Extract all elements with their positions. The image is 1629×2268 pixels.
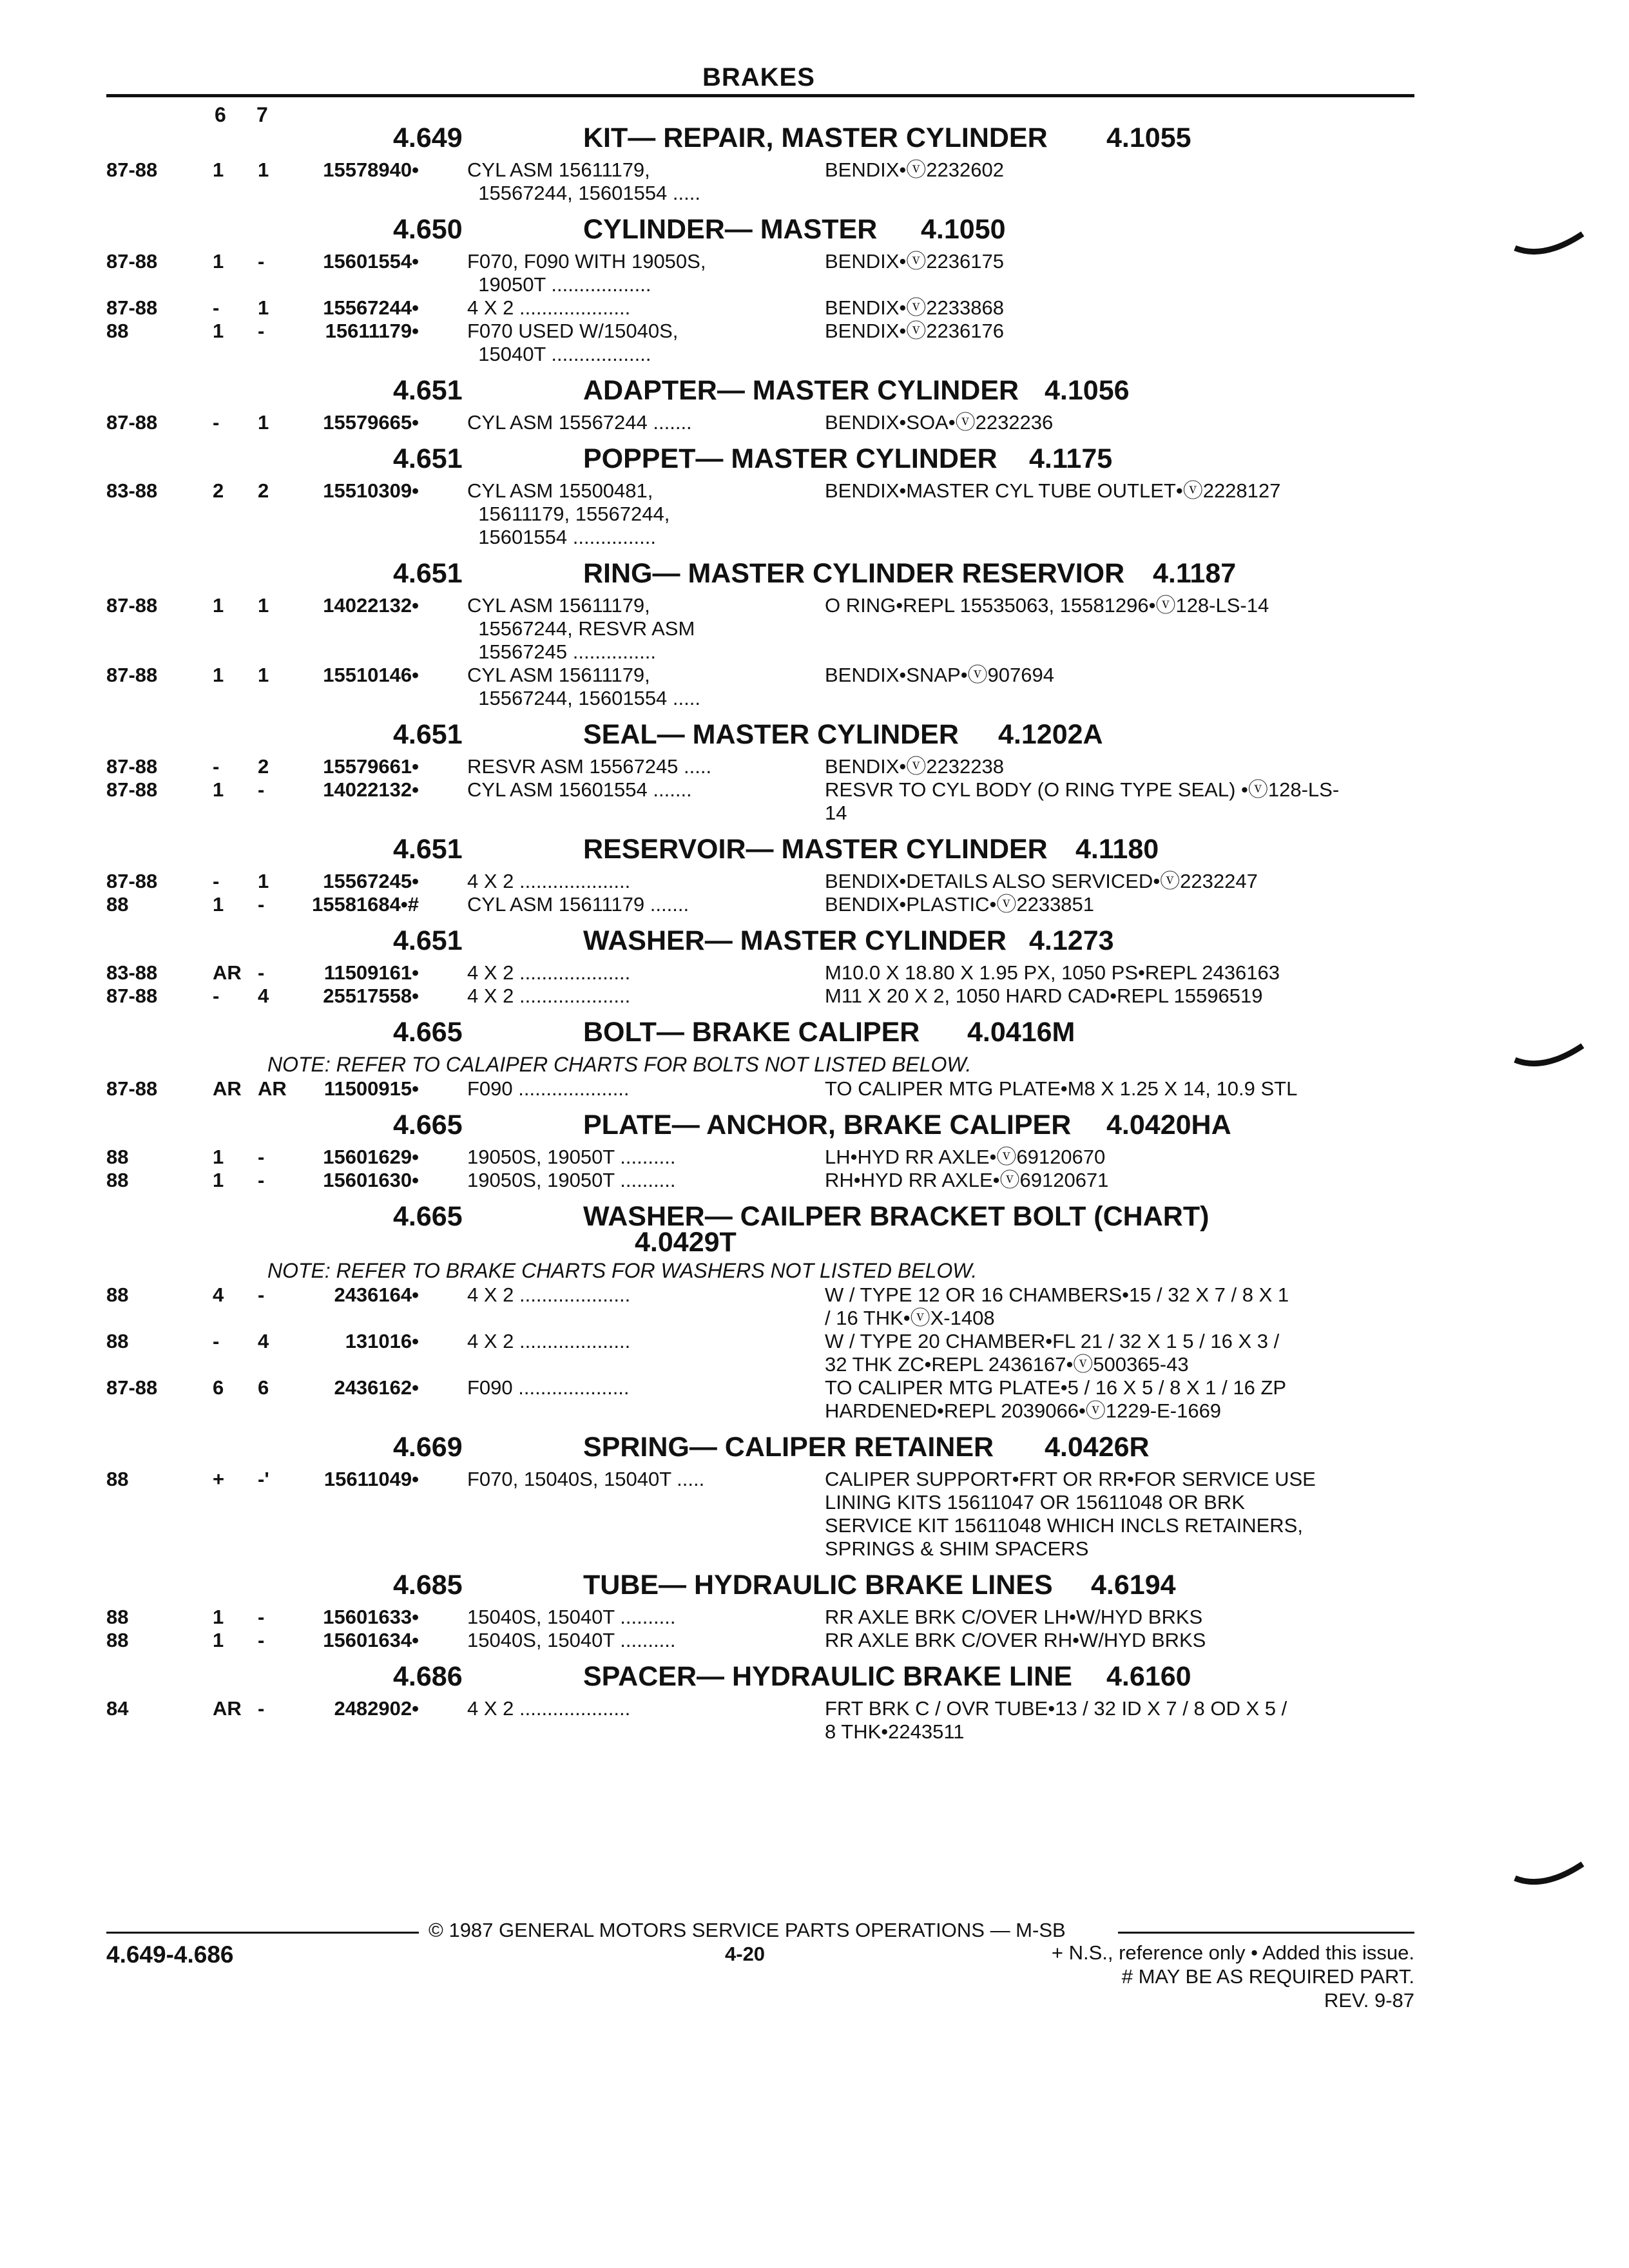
qty-col-7: - [258,1629,265,1651]
usage-text: CYL ASM 15611179, 15567244, 15601554 ..... [467,664,700,709]
usage-text: CYL ASM 15601554 ....... [467,778,692,801]
usage-text: 19050S, 19050T .......... [467,1169,676,1191]
section-reference: 4.0429T [635,1227,737,1258]
part-number: 25517558• [323,985,419,1007]
section-title: SPACER— HYDRAULIC BRAKE LINE [583,1661,1072,1692]
model-years: 88 [106,1146,129,1168]
section-title: KIT— REPAIR, MASTER CYLINDER [583,122,1048,153]
section-heading [0,558,1629,590]
model-years: 87-88 [106,1376,158,1399]
page-number: 4-20 [725,1943,766,1965]
qty-col-6: 1 [213,893,224,916]
usage-text: F070 USED W/15040S, 15040T .................. [467,320,679,365]
qty-col-7: 1 [258,159,269,181]
description-text: BENDIX•ⓥ2232602 [825,159,1004,181]
part-number: 11509161• [323,961,419,984]
section-number: 4.686 [393,1661,463,1692]
section-number: 4.665 [393,1201,463,1232]
description-text: BENDIX•ⓥ2236175 [825,250,1004,273]
part-number: 15578940• [323,159,419,181]
qty-col-7: 1 [258,870,269,892]
part-number: 15611049• [323,1468,419,1490]
qty-col-7: - [258,250,265,273]
section-number: 4.651 [393,925,463,956]
model-years: 88 [106,1606,129,1628]
section-title: BOLT— BRAKE CALIPER [583,1017,920,1048]
model-years: 83-88 [106,479,158,502]
model-years: 87-88 [106,296,158,319]
model-years: 88 [106,320,129,342]
section-reference: 4.1202A [998,719,1103,750]
section-title: WASHER— MASTER CYLINDER [583,925,1007,956]
part-number: 15601554• [323,250,419,273]
part-number: 15601630• [323,1169,419,1191]
description-text: W / TYPE 12 OR 16 CHAMBERS•15 / 32 X 7 / 8 X 1 / 16 THK•ⓥX-1408 [825,1283,1289,1329]
qty-col-7: - [258,1283,265,1306]
qty-col-6: 1 [213,250,224,273]
section-number: 4.651 [393,375,463,406]
section-reference: 4.1050 [921,214,1006,245]
description-text: CALIPER SUPPORT•FRT OR RR•FOR SERVICE USE LINING KITS 15611047 OR 15611048 OR BRK SERVICE KIT 15611048 WHICH INCLS RETAINERS, SPRINGS & SHIM SPACERS [825,1468,1316,1560]
qty-col-7: 1 [258,411,269,434]
model-years: 87-88 [106,411,158,434]
description-text: RH•HYD RR AXLE•ⓥ69120671 [825,1169,1109,1191]
model-years: 87-88 [106,594,158,617]
qty-col-6: 1 [213,664,224,686]
section-title: RESERVOIR— MASTER CYLINDER [583,834,1048,865]
usage-text: 4 X 2 .................... [467,961,631,984]
qty-col-6: - [213,870,220,892]
part-number: 15601629• [323,1146,419,1168]
qty-col-6: 1 [213,778,224,801]
page-title: BRAKES [702,63,815,91]
usage-text: 19050S, 19050T .......... [467,1146,676,1168]
section-title: CYLINDER— MASTER [583,214,878,245]
part-number: 14022132• [323,594,419,617]
qty-column-7-heading: 7 [256,103,268,126]
usage-text: CYL ASM 15611179, 15567244, 15601554 ..... [467,159,700,204]
section-number: 4.651 [393,443,463,474]
model-years: 87-88 [106,664,158,686]
qty-col-7: - [258,1697,265,1720]
usage-text: 15040S, 15040T .......... [467,1606,676,1628]
qty-col-7: 1 [258,594,269,617]
qty-col-6: - [213,985,220,1007]
section-heading [0,1570,1629,1602]
header-rule [106,94,1414,97]
qty-col-7: 2 [258,755,269,778]
qty-col-6: 1 [213,1146,224,1168]
qty-col-7: - [258,893,265,916]
check-mark-icon [1512,1041,1589,1073]
legend-line-2: # MAY BE AS REQUIRED PART. [1121,1965,1414,1988]
description-text: BENDIX•SNAP•ⓥ907694 [825,664,1054,686]
description-text: O RING•REPL 15535063, 15581296•ⓥ128-LS-14 [825,594,1269,617]
usage-text: F090 .................... [467,1376,630,1399]
section-heading [0,719,1629,751]
section-reference: 4.0420HA [1106,1110,1231,1140]
section-reference: 4.1175 [1029,443,1113,474]
model-years: 87-88 [106,1077,158,1100]
section-title: ADAPTER— MASTER CYLINDER [583,375,1019,406]
copyright-text: © 1987 GENERAL MOTORS SERVICE PARTS OPERATIONS — M-SB [429,1919,1066,1941]
qty-col-6: - [213,755,220,778]
qty-col-6: 1 [213,320,224,342]
revision-date: REV. 9-87 [1324,1989,1414,2012]
section-reference: 4.0426R [1045,1432,1150,1463]
section-reference: 4.1273 [1029,925,1114,956]
part-number: 15601634• [323,1629,419,1651]
usage-text: CYL ASM 15500481, 15611179, 15567244, 15601554 ............... [467,479,670,548]
description-text: BENDIX•SOA•ⓥ2232236 [825,411,1054,434]
section-number: 4.649 [393,122,463,153]
section-heading [0,443,1629,476]
section-heading [0,375,1629,407]
qty-col-6: - [213,1330,220,1352]
model-years: 87-88 [106,159,158,181]
description-text: BENDIX•ⓥ2232238 [825,755,1004,778]
model-years: 84 [106,1697,129,1720]
part-number: 15567245• [323,870,419,892]
part-number: 2482902• [334,1697,419,1720]
qty-col-6: 6 [213,1376,224,1399]
part-number: 15579665• [323,411,419,434]
footer-rule-right [1118,1932,1414,1934]
part-number: 131016• [345,1330,419,1352]
model-years: 88 [106,893,129,916]
description-text: W / TYPE 20 CHAMBER•FL 21 / 32 X 1 5 / 16 X 3 / 32 THK ZC•REPL 2436167•ⓥ500365-43 [825,1330,1280,1376]
description-text: BENDIX•MASTER CYL TUBE OUTLET•ⓥ2228127 [825,479,1281,502]
qty-col-6: 2 [213,479,224,502]
usage-text: 4 X 2 .................... [467,1330,631,1352]
usage-text: 4 X 2 .................... [467,985,631,1007]
section-reference: 4.6194 [1091,1570,1176,1600]
qty-col-7: 1 [258,296,269,319]
usage-text: 4 X 2 .................... [467,296,631,319]
qty-col-7: -' [258,1468,269,1490]
description-text: FRT BRK C / OVR TUBE•13 / 32 ID X 7 / 8 OD X 5 / 8 THK•2243511 [825,1697,1287,1743]
qty-col-7: 4 [258,1330,269,1352]
usage-text: CYL ASM 15611179, 15567244, RESVR ASM 15567245 ............... [467,594,695,663]
qty-col-6: + [213,1468,225,1490]
qty-col-7: - [258,778,265,801]
section-heading [0,1017,1629,1049]
model-years: 88 [106,1330,129,1352]
section-note: NOTE: REFER TO BRAKE CHARTS FOR WASHERS NOT LISTED BELOW. [267,1259,978,1282]
qty-column-6-heading: 6 [215,103,226,126]
section-title: WASHER— CAILPER BRACKET BOLT (CHART) [583,1201,1210,1232]
model-years: 87-88 [106,985,158,1007]
legend-line-1: + N.S., reference only • Added this issue. [1051,1941,1414,1964]
section-number: 4.665 [393,1110,463,1140]
section-number: 4.650 [393,214,463,245]
qty-col-6: 1 [213,1629,224,1651]
usage-text: CYL ASM 15567244 ....... [467,411,692,434]
model-years: 88 [106,1169,129,1191]
usage-text: 4 X 2 .................... [467,1697,631,1720]
description-text: TO CALIPER MTG PLATE•5 / 16 X 5 / 8 X 1 / 16 ZP HARDENED•REPL 2039066•ⓥ1229-E-1669 [825,1376,1287,1422]
usage-text: F070, 15040S, 15040T ..... [467,1468,705,1490]
model-years: 87-88 [106,870,158,892]
section-reference: 4.0416M [967,1017,1075,1048]
part-number: 2436164• [334,1283,419,1306]
section-title: TUBE— HYDRAULIC BRAKE LINES [583,1570,1053,1600]
section-reference: 4.1180 [1075,834,1159,865]
qty-col-6: 1 [213,159,224,181]
qty-col-7: - [258,961,265,984]
check-mark-icon [1512,229,1589,261]
description-text: BENDIX•ⓥ2233868 [825,296,1004,319]
part-number: 15579661• [323,755,419,778]
model-years: 88 [106,1468,129,1490]
section-number: 4.651 [393,834,463,865]
qty-col-7: - [258,320,265,342]
check-mark-icon [1512,1859,1589,1891]
qty-col-6: - [213,411,220,434]
model-years: 83-88 [106,961,158,984]
section-heading [0,1661,1629,1693]
qty-col-7: 2 [258,479,269,502]
section-number: 4.665 [393,1017,463,1048]
section-heading [0,1201,1629,1258]
section-number: 4.685 [393,1570,463,1600]
page-range: 4.649-4.686 [106,1941,234,1968]
qty-col-6: AR [213,1077,242,1100]
model-years: 88 [106,1629,129,1651]
section-title: SEAL— MASTER CYLINDER [583,719,959,750]
qty-col-7: - [258,1606,265,1628]
usage-text: F090 .................... [467,1077,630,1100]
part-number: 15611179• [325,320,419,342]
section-number: 4.651 [393,719,463,750]
section-title: PLATE— ANCHOR, BRAKE CALIPER [583,1110,1072,1140]
usage-text: CYL ASM 15611179 ....... [467,893,689,916]
description-text: RR AXLE BRK C/OVER RH•W/HYD BRKS [825,1629,1206,1651]
description-text: BENDIX•DETAILS ALSO SERVICED•ⓥ2232247 [825,870,1258,892]
qty-col-7: 4 [258,985,269,1007]
description-text: M11 X 20 X 2, 1050 HARD CAD•REPL 15596519 [825,985,1263,1007]
section-title: RING— MASTER CYLINDER RESERVIOR [583,558,1125,589]
qty-col-6: 1 [213,1606,224,1628]
model-years: 87-88 [106,755,158,778]
description-text: M10.0 X 18.80 X 1.95 PX, 1050 PS•REPL 2436163 [825,961,1280,984]
section-heading [0,122,1629,155]
qty-col-6: AR [213,961,242,984]
usage-text: 4 X 2 .................... [467,870,631,892]
section-number: 4.651 [393,558,463,589]
footer-rule-left [106,1932,419,1934]
section-note: NOTE: REFER TO CALAIPER CHARTS FOR BOLTS NOT LISTED BELOW. [267,1053,972,1076]
qty-col-7: - [258,1146,265,1168]
model-years: 87-88 [106,250,158,273]
description-text: RESVR TO CYL BODY (O RING TYPE SEAL) •ⓥ128-LS- 14 [825,778,1340,824]
usage-text: F070, F090 WITH 19050S, 19050T .................. [467,250,706,296]
description-text: BENDIX•PLASTIC•ⓥ2233851 [825,893,1095,916]
part-number: 14022132• [323,778,419,801]
model-years: 88 [106,1283,129,1306]
qty-col-7: 1 [258,664,269,686]
description-text: BENDIX•ⓥ2236176 [825,320,1004,342]
qty-col-7: - [258,1169,265,1191]
section-heading [0,214,1629,246]
part-number: 15567244• [323,296,419,319]
description-text: TO CALIPER MTG PLATE•M8 X 1.25 X 14, 10.9 STL [825,1077,1298,1100]
section-title: SPRING— CALIPER RETAINER [583,1432,994,1463]
qty-col-7: 6 [258,1376,269,1399]
section-heading [0,1110,1629,1142]
qty-col-6: 1 [213,1169,224,1191]
section-reference: 4.1187 [1153,558,1237,589]
section-heading [0,1432,1629,1464]
part-number: 11500915• [323,1077,419,1100]
qty-col-7: AR [258,1077,287,1100]
section-heading [0,834,1629,866]
section-reference: 4.1056 [1045,375,1130,406]
section-reference: 4.6160 [1106,1661,1191,1692]
qty-col-6: - [213,296,220,319]
qty-col-6: AR [213,1697,242,1720]
qty-col-6: 4 [213,1283,224,1306]
qty-col-6: 1 [213,594,224,617]
part-number: 2436162• [334,1376,419,1399]
part-number: 15601633• [323,1606,419,1628]
description-text: RR AXLE BRK C/OVER LH•W/HYD BRKS [825,1606,1203,1628]
usage-text: 4 X 2 .................... [467,1283,631,1306]
section-heading [0,925,1629,957]
description-text: LH•HYD RR AXLE•ⓥ69120670 [825,1146,1106,1168]
part-number: 15510146• [323,664,419,686]
part-number: 15510309• [323,479,419,502]
section-number: 4.669 [393,1432,463,1463]
section-reference: 4.1055 [1106,122,1191,153]
model-years: 87-88 [106,778,158,801]
section-title: POPPET— MASTER CYLINDER [583,443,998,474]
usage-text: 15040S, 15040T .......... [467,1629,676,1651]
part-number: 15581684•# [311,893,419,916]
usage-text: RESVR ASM 15567245 ..... [467,755,712,778]
